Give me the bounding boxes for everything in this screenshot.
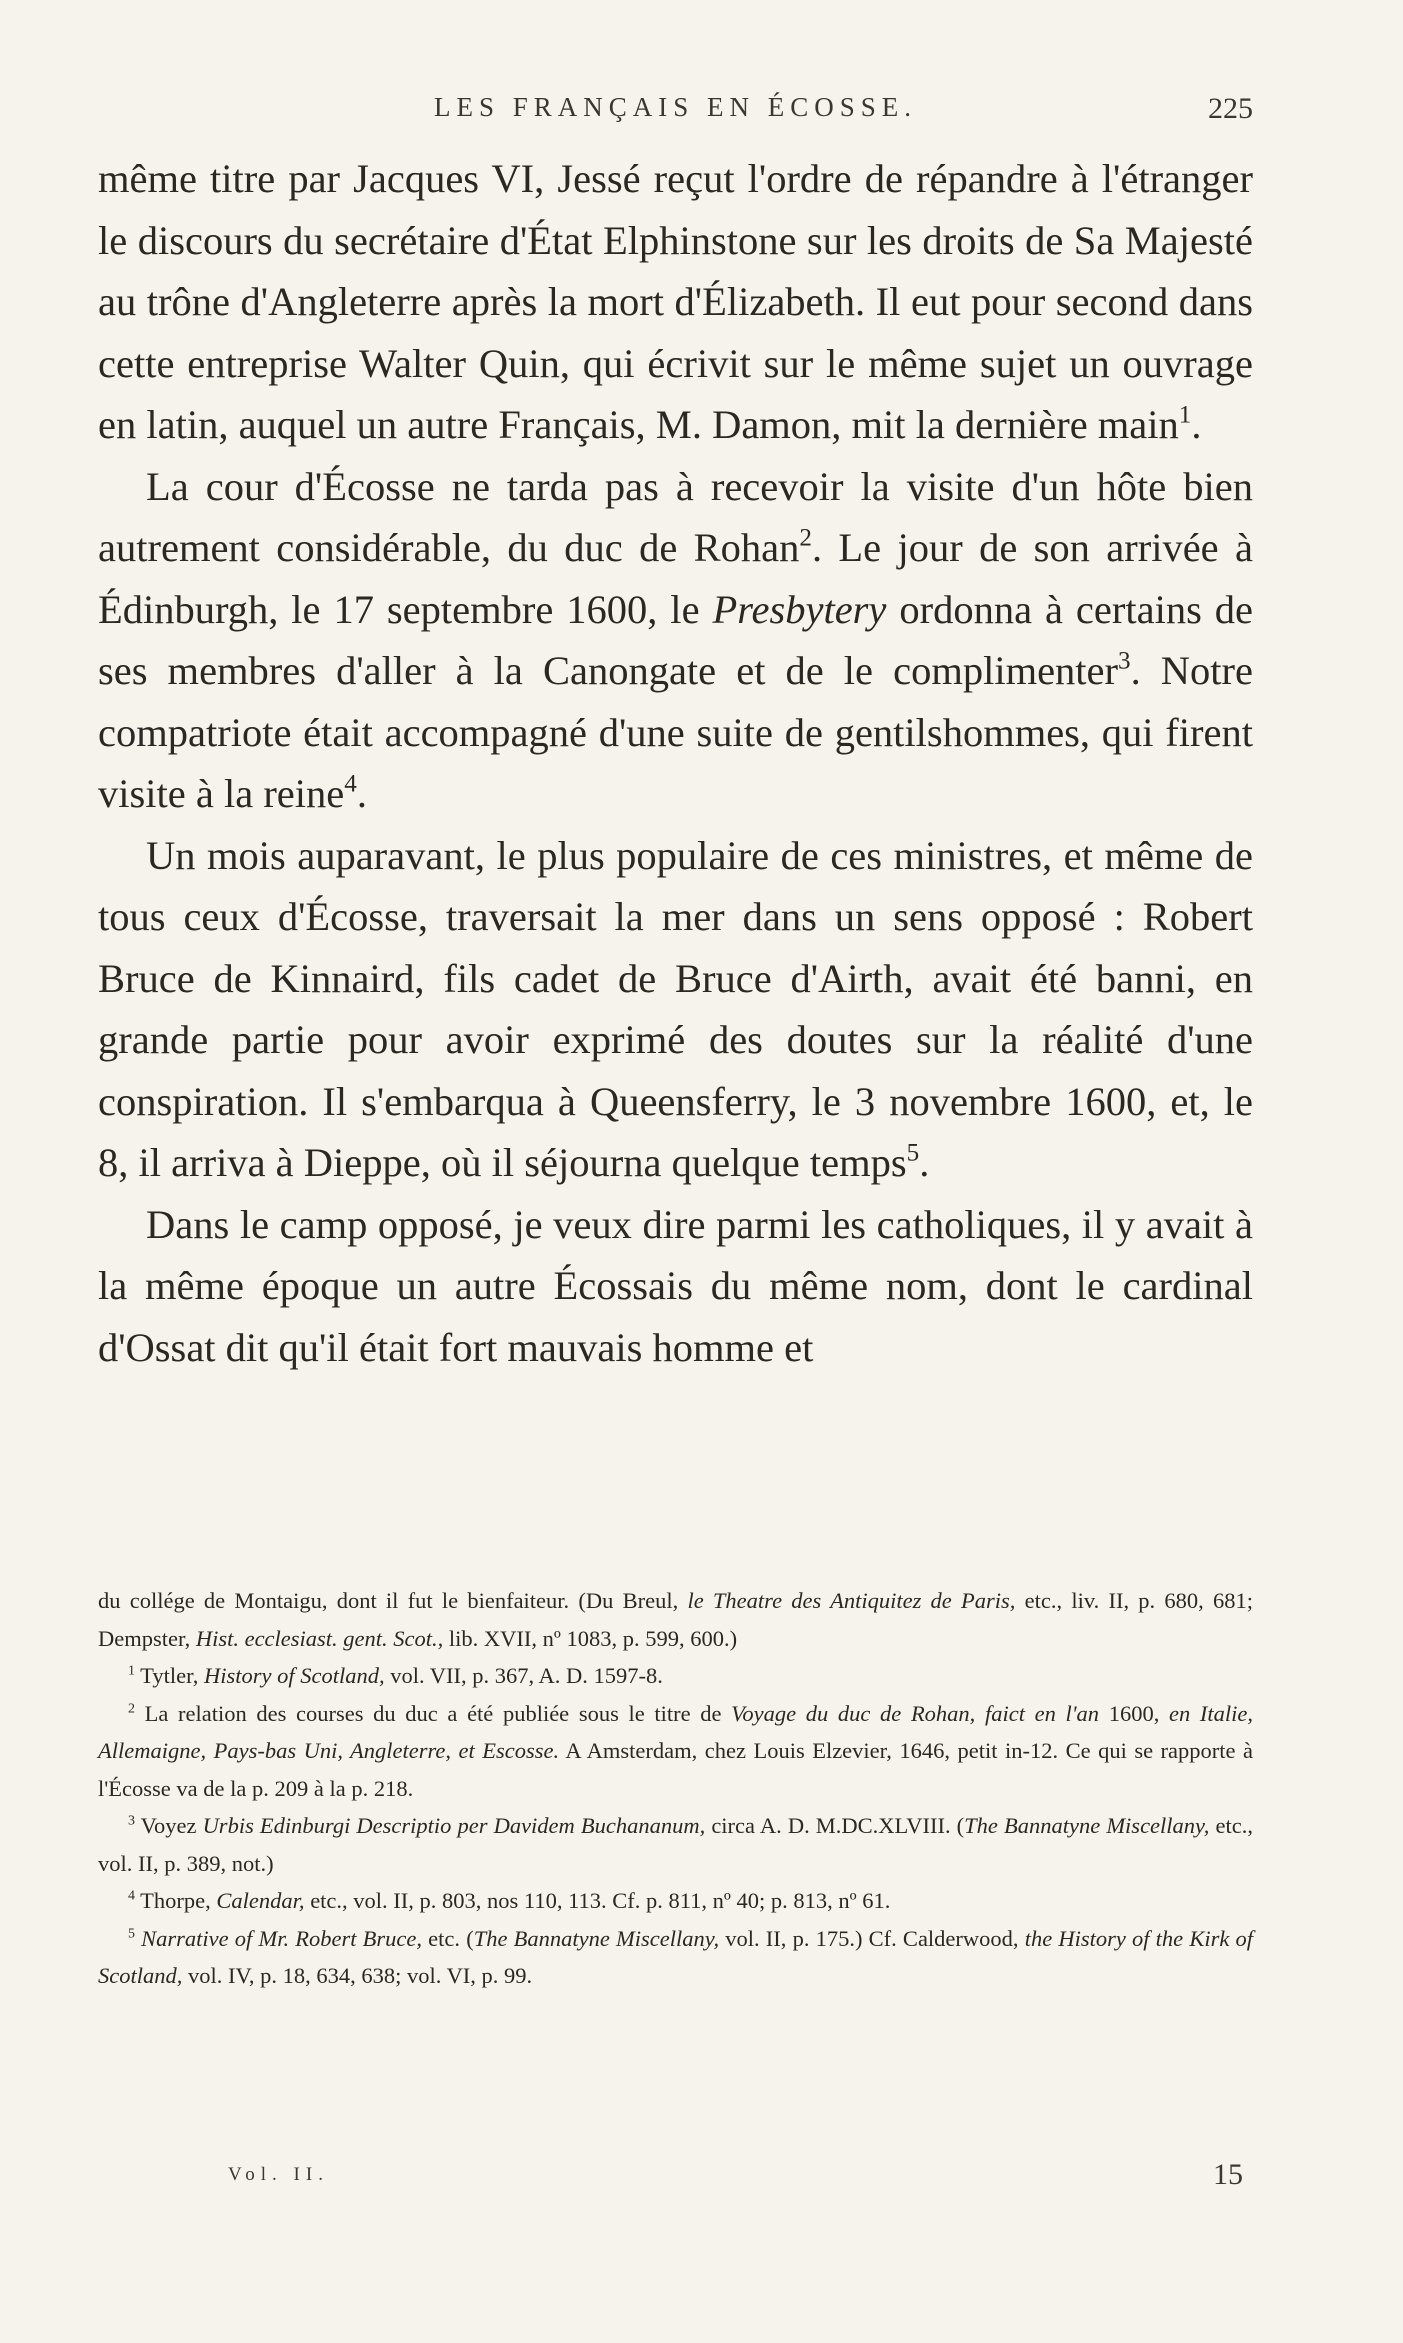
footnote-ref-4: 4 [344,770,357,798]
printer-signature [98,2158,1253,2198]
footnote-ref-5: 5 [906,1139,920,1167]
footnotes [98,1582,1253,1995]
footnote-5: $^5$ Narrative of Mr. Robert Bruce, etc. (The Bannatyne Miscellany, vol. II, p. 175.) Cf. Calderwood, the History of the Kirk of Scotland, vol. IV, p. 18, 634, 638; vol. VI, p. 99. [98,1925,1254,1988]
sheet-number: 15 [1213,2158,1243,2191]
volume-mark: Vol. II. [228,2164,329,2185]
footnote-continuation: du collége de Montaigu, dont il fut le bienfaiteur. (Du Breul, le Theatre des Antiquitez de Paris, etc., liv. II, p. 680, 681; Dempster, Hist. ecclesiast. gent. Scot., lib. XVII, nº 1083, p. 599, 600.) [98,1588,1253,1651]
paragraph-3: Un mois auparavant, le plus populaire de ces ministres, et même de tous ceux d'Écosse, traversait la mer dans un sens opposé : Robert Bruce de Kinnaird, fils cadet de Bruce d'Airth, avait été banni, en grande partie pour avoir exprimé des doutes sur la réalité d'une conspiration. Il s'embarqua à Queensferry, le 3 novembre 1600, et, le 8, il arriva à Dieppe, où il séjourna quelque temps$^5$. [98,832,1253,1185]
paragraph-4: Dans le camp opposé, je veux dire parmi les catholiques, il y avait à la même époque un autre Écossais du même nom, dont le cardinal d'Ossat dit qu'il était fort mauvais homme et [98,1201,1253,1370]
footnote-4: $^4$ Thorpe, Calendar, etc., vol. II, p. 803, nos 110, 113. Cf. p. 811, nº 40; p. 813, nº 61. [128,1888,891,1913]
paragraph-1: même titre par Jacques VI, Jessé reçut l'ordre de répandre à l'étranger le discours du secrétaire d'État Elphinstone sur les droits de Sa Majesté au trône d'Angleterre après la mort d'Élizabeth. Il eut pour second dans cette entreprise Walter Quin, qui écrivit sur le même sujet un ouvrage en latin, auquel un autre Français, M. Damon, mit la dernière main$^1$. [98,156,1253,447]
footnote-3: $^3$ Voyez Urbis Edinburgi Descriptio per Davidem Buchananum, circa A. D. M.DC.XLVIII. (The Bannatyne Miscellany, etc., vol. II, p. 389, not.) [98,1813,1253,1876]
footnote-ref-2: 2 [799,524,812,552]
footnote-ref-1: 1 [1178,401,1192,429]
paragraph-2: La cour d'Écosse ne tarda pas à recevoir la visite d'un hôte bien autrement considérable, du duc de Rohan$^2$. Le jour de son arrivée à Édinburgh, le 17 septembre 1600, le Presbytery ordonna à certains de ses membres d'aller à la Canongate et de le complimenter$^3$. Notre compatriote était accompagné d'une suite de gentilshommes, qui firent visite à la reine$^4$. [98,463,1253,816]
footnote-1: $^1$ Tytler, History of Scotland, vol. VII, p. 367, A. D. 1597-8. [128,1663,663,1688]
footnote-ref-3: 3 [1118,647,1131,675]
page-number: 225 [1208,92,1253,125]
running-title: LES FRANÇAIS EN ÉCOSSE. [433,92,918,122]
main-text [98,148,1253,1378]
footnote-2: $^2$ La relation des courses du duc a été publiée sous le titre de Voyage du duc de Rohan, faict en l'an 1600, en Italie, Allemaigne, Pays-bas Uni, Angleterre, et Escosse. A Amsterdam, chez Louis Elzevier, 1646, petit in-12. Ce qui se rapporte à l'Écosse va de la p. 209 à la p. 218. [98,1700,1253,1801]
page-header [98,92,1253,132]
